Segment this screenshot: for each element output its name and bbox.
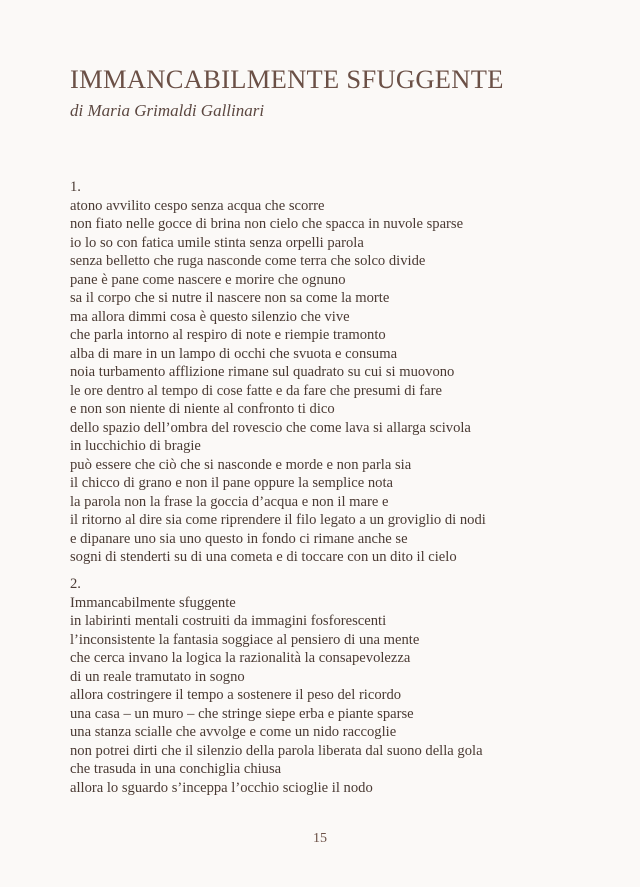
verse-line: le ore dentro al tempo di cose fatte e da fare che presumi di fare	[70, 382, 442, 399]
verse-line: allora costringere il tempo a sostenere il peso del ricordo	[70, 687, 402, 703]
verse-line: io lo so con fatica umile stinta senza orpelli parola	[70, 234, 364, 251]
verse-line: il ritorno al dire sia come riprendere il filo legato a un groviglio di nodi	[70, 512, 486, 528]
verse-line: in labirinti mentali costruiti da immagini fosforescenti	[70, 613, 387, 629]
poem-author: di Maria Grimaldi Gallinari	[70, 101, 265, 120]
verse-line: in lucchichio di bragie	[70, 438, 201, 454]
verse-line: senza belletto che ruga nasconde come terra che solco divide	[70, 253, 426, 269]
verse-line: alba di mare in un lampo di occhi che svuota e consuma	[70, 345, 398, 362]
verse-line: la parola non la frase la goccia d’acqua e non il mare e	[70, 493, 389, 510]
verse-line: sogni di stenderti su di una cometa e di toccare con un dito il cielo	[70, 549, 457, 565]
verse-line: pane è pane come nascere e morire che ognuno	[70, 271, 346, 288]
verse-line: l’inconsistente la fantasia soggiace al pensiero di una mente	[70, 631, 420, 648]
verse-line: di un reale tramutato in sogno	[70, 668, 245, 685]
stanza-number: 1.	[70, 179, 81, 195]
verse-line: che trasuda in una conchiglia chiusa	[70, 761, 282, 777]
verse-line: che cerca invano la logica la razionalità la consapevolezza	[70, 650, 411, 666]
verse-line: una casa – un muro – che stringe siepe erba e piante sparse	[70, 705, 414, 722]
verse-line: noia turbamento afflizione rimane sul quadrato su cui si muovono	[70, 364, 455, 380]
verse-line: dello spazio dell’ombra del rovescio che come lava si allarga scivola	[70, 419, 471, 436]
verse-line: e dipanare uno sia uno questo in fondo ci rimane anche se	[70, 530, 408, 547]
stanza-1	[70, 178, 590, 567]
verse-line: Immancabilmente sfuggente	[70, 594, 236, 611]
verse-line: può essere che ciò che si nasconde e morde e non parla sia	[70, 456, 412, 473]
verse-line: ma allora dimmi cosa è questo silenzio che vive	[70, 308, 350, 325]
verse-line: non potrei dirti che il silenzio della parola liberata dal suono della gola	[70, 742, 483, 759]
stanza-number: 2.	[70, 576, 81, 592]
verse-line: e non son niente di niente al confronto ti dico	[70, 401, 335, 417]
verse-line: che parla intorno al respiro di note e riempie tramonto	[70, 327, 386, 343]
verse-line: il chicco di grano e non il pane oppure la semplice nota	[70, 475, 393, 491]
verse-line: non fiato nelle gocce di brina non cielo che spacca in nuvole sparse	[70, 216, 464, 232]
verse-line: una stanza scialle che avvolge e come un nido raccoglie	[70, 724, 397, 740]
verse-line: allora lo sguardo s’inceppa l’occhio scioglie il nodo	[70, 779, 373, 796]
page-number: 15	[313, 831, 327, 846]
verse-line: atono avvilito cespo senza acqua che scorre	[70, 197, 325, 214]
stanza-2	[70, 575, 590, 797]
verse-line: sa il corpo che si nutre il nascere non sa come la morte	[70, 290, 390, 306]
poem-title: IMMANCABILMENTE SFUGGENTE	[70, 64, 504, 94]
